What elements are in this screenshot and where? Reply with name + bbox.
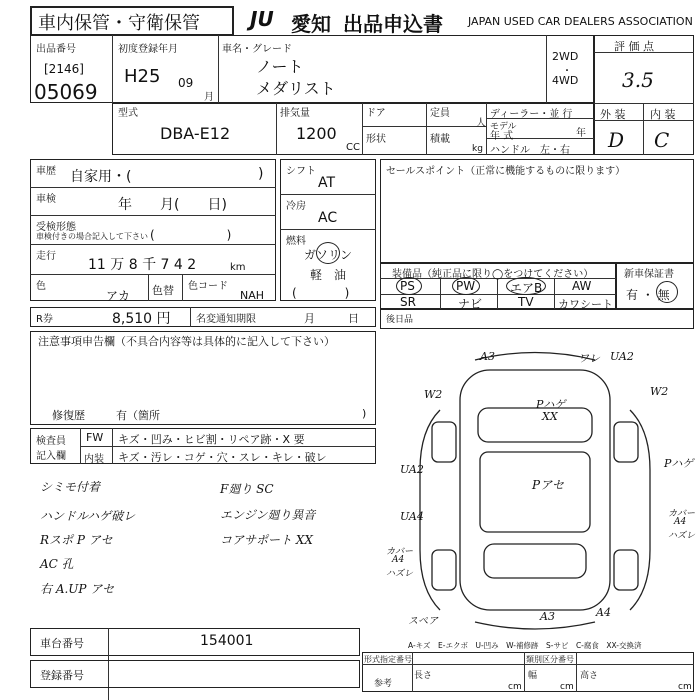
mark-a4-left: A4 xyxy=(392,555,405,565)
name-grade-label: 車名・グレード xyxy=(222,44,292,55)
form-title: 出品申込書 xyxy=(343,12,443,36)
class-label: 類別区分番号 xyxy=(526,655,574,664)
score-label: 評 価 点 xyxy=(614,40,654,53)
score-value: 3.5 xyxy=(622,68,654,92)
length-label: 長さ xyxy=(414,671,433,681)
repair-label: 修復歴 xyxy=(52,409,85,422)
equipment-label: 装備品（純正品に限り◯をつけてください） xyxy=(392,269,594,280)
mark-a4-bottom: A4 xyxy=(596,606,611,619)
mark-cover-right: カバー xyxy=(668,509,696,519)
int-items: キズ・汚レ・コゲ・穴・スレ・キレ・破レ xyxy=(118,451,327,464)
notes-title: 注意事項申告欄（不具合内容等は具体的に記入して下さい） xyxy=(38,335,335,348)
repair-value: 有（箇所 xyxy=(116,409,160,422)
fuel-diesel: 軽 油 xyxy=(310,268,347,282)
ac-value: AC xyxy=(318,210,338,226)
hw-note-1: シミモ付着 xyxy=(40,480,101,494)
shift-value: AT xyxy=(318,175,336,191)
inspection-label: 車検 xyxy=(36,194,56,205)
mark-a4-right: A4 xyxy=(674,517,687,527)
inspector-label1: 検査員 xyxy=(36,436,66,447)
cm-3: cm xyxy=(678,682,692,692)
month-unit: 月 xyxy=(204,92,214,103)
cm-2: cm xyxy=(560,682,574,692)
history-value: 自家用・( xyxy=(70,169,132,185)
ref-label: 参考 xyxy=(374,679,393,689)
color-code-label: 色コード xyxy=(188,281,228,292)
repair-close: ) xyxy=(362,407,367,420)
color-code: NAH xyxy=(240,289,265,302)
association-en: JAPAN USED CAR DEALERS ASSOCIATION xyxy=(468,15,693,28)
mark-paint-peel-hood: Pハゲ xyxy=(536,398,566,411)
handle-label: ハンドル 左・右 xyxy=(490,145,570,156)
recycle-label: R券 xyxy=(36,314,53,325)
int-label: 内装 xyxy=(84,454,104,465)
capacity-label: 定員 xyxy=(430,108,450,119)
hw-note-2: ハンドルハゲ破レ xyxy=(40,509,136,523)
exterior-grade: D xyxy=(608,128,625,152)
equip-sr: SR xyxy=(400,295,416,309)
inspection-value: 年 月( 日) xyxy=(118,197,227,213)
hw-note-4: AC 孔 xyxy=(40,557,74,571)
mileage-label: 走行 xyxy=(36,251,56,262)
width-label: 幅 xyxy=(528,671,538,681)
drive-sep: ・ xyxy=(562,66,572,77)
year-unit: 年 xyxy=(576,128,586,139)
equip-airbag: エアB xyxy=(510,281,543,295)
warranty-label: 新車保証書 xyxy=(624,269,674,280)
history-close: ) xyxy=(258,166,264,182)
fw-label: FW xyxy=(86,431,104,444)
chassis-number: 154001 xyxy=(200,633,254,649)
equip-pw: PW xyxy=(456,279,476,293)
mark-w2-left: W2 xyxy=(424,388,443,401)
equip-aw: AW xyxy=(572,279,592,293)
recycle-value: 8,510 円 xyxy=(112,311,171,327)
mark-ua4: UA4 xyxy=(400,510,424,523)
mark-fade-roof: Pアセ xyxy=(532,478,564,492)
color-change-label: 色替 xyxy=(152,284,174,297)
mark-paint-peel-right: Pハゲ xyxy=(664,457,694,470)
mark-w2-right: W2 xyxy=(650,385,669,398)
notice-value: 月 日 xyxy=(304,312,359,325)
hw-note-3: Rスポ P アセ xyxy=(40,533,113,547)
hw-note-7: エンジン廻り異音 xyxy=(220,508,316,522)
transfer-sub: 車検付きの場合記入して下さい xyxy=(36,232,148,241)
equip-ps: PS xyxy=(400,279,415,293)
rear-label: 後日品 xyxy=(386,315,414,325)
notice-label: 名変通知期限 xyxy=(196,314,256,325)
kg-unit: kg xyxy=(472,144,483,154)
mark-ua2-left: UA2 xyxy=(400,463,424,476)
dealer-label: ディーラー・並 行 xyxy=(490,109,573,120)
model-code: DBA-E12 xyxy=(160,124,231,143)
model-year-label1: モデル xyxy=(490,122,517,132)
color-value: アカ xyxy=(106,289,130,303)
color-label: 色 xyxy=(36,281,46,292)
era-year: H25 xyxy=(124,66,161,87)
lot-label: 出品番号 xyxy=(36,44,76,55)
type-cert-label: 形式指定番号 xyxy=(364,655,412,664)
model-label: 型式 xyxy=(118,108,138,119)
reg-label: 登録番号 xyxy=(40,669,84,682)
mark-crack: ワレ xyxy=(578,352,600,365)
mark-a3-top: A3 xyxy=(480,350,495,363)
lot-sub: [2146] xyxy=(44,62,84,76)
association-name: 愛知 xyxy=(291,12,331,36)
car-name: ノート xyxy=(256,57,304,76)
fuel-gas-circle xyxy=(316,242,340,264)
transfer-label: 受検形態 xyxy=(36,222,76,233)
door-label: ドア xyxy=(366,108,386,119)
hw-note-6: F廻り SC xyxy=(220,482,274,496)
history-label: 車歴 xyxy=(36,166,56,177)
ac-label: 冷房 xyxy=(286,201,306,212)
displacement-label: 排気量 xyxy=(280,108,310,119)
mileage-value: 11 万 8 千 7 4 2 xyxy=(88,257,197,273)
model-year-label2: 年 式 xyxy=(490,131,514,142)
grade: メダリスト xyxy=(256,79,336,98)
mark-loose-right: ハズレ xyxy=(668,531,696,541)
inspector-label2: 記入欄 xyxy=(36,451,66,462)
first-reg-label: 初度登録年月 xyxy=(118,44,178,55)
mark-loose-left: ハズレ xyxy=(386,569,414,579)
mark-replaced-hood: XX xyxy=(542,410,558,423)
mark-cover-left: カバー xyxy=(386,547,414,557)
shape-label: 形状 xyxy=(366,134,386,145)
diagram-legend: A-キズ E-エクボ U-凹み W-補修跡 S-サビ C-腐食 XX-交換済 xyxy=(408,641,642,650)
height-label: 高さ xyxy=(580,671,599,681)
fuel-label: 燃料 xyxy=(286,236,306,247)
sales-point-label: セールスポイント（正常に機能するものに限ります） xyxy=(386,166,626,177)
hw-note-8: コアサポート XX xyxy=(220,533,313,547)
storage-label: 車内保管・守衛保管 xyxy=(38,13,200,34)
equip-leather: カワシート xyxy=(558,298,613,311)
mark-ua2-top: UA2 xyxy=(610,350,634,363)
fuel-paren: ( ) xyxy=(292,286,350,300)
month: 09 xyxy=(178,76,194,90)
equip-tv: TV xyxy=(518,295,534,309)
ju-logo: JU xyxy=(250,7,274,31)
fuel-gas: ガソリン xyxy=(304,248,353,262)
rear-box xyxy=(380,309,694,329)
cc-unit: CC xyxy=(346,142,360,153)
mark-spare: スペア xyxy=(408,616,438,627)
person-unit: 人 xyxy=(476,118,486,129)
shift-label: シフト xyxy=(286,166,316,177)
exterior-label: 外 装 xyxy=(600,108,626,121)
interior-grade: C xyxy=(654,128,670,152)
drive-4wd: 4WD xyxy=(552,74,579,87)
chassis-label: 車台番号 xyxy=(40,637,84,650)
transfer-paren: ( ) xyxy=(150,228,232,242)
drive-2wd: 2WD xyxy=(552,50,579,63)
load-label: 積載 xyxy=(430,134,450,145)
mark-a3-bottom: A3 xyxy=(540,610,555,623)
fw-items: キズ・凹み・ヒビ割・リペア跡・X 要 xyxy=(118,433,305,446)
displacement-value: 1200 xyxy=(296,124,337,143)
lot-number: 05069 xyxy=(34,80,98,104)
cm-1: cm xyxy=(508,682,522,692)
interior-label: 内 装 xyxy=(650,108,676,121)
warranty-value: 有 ・ 無 xyxy=(626,288,670,302)
km-unit: km xyxy=(230,262,246,273)
equip-navi: ナビ xyxy=(458,297,483,311)
hw-note-5: 右 A.UP アセ xyxy=(40,582,115,596)
